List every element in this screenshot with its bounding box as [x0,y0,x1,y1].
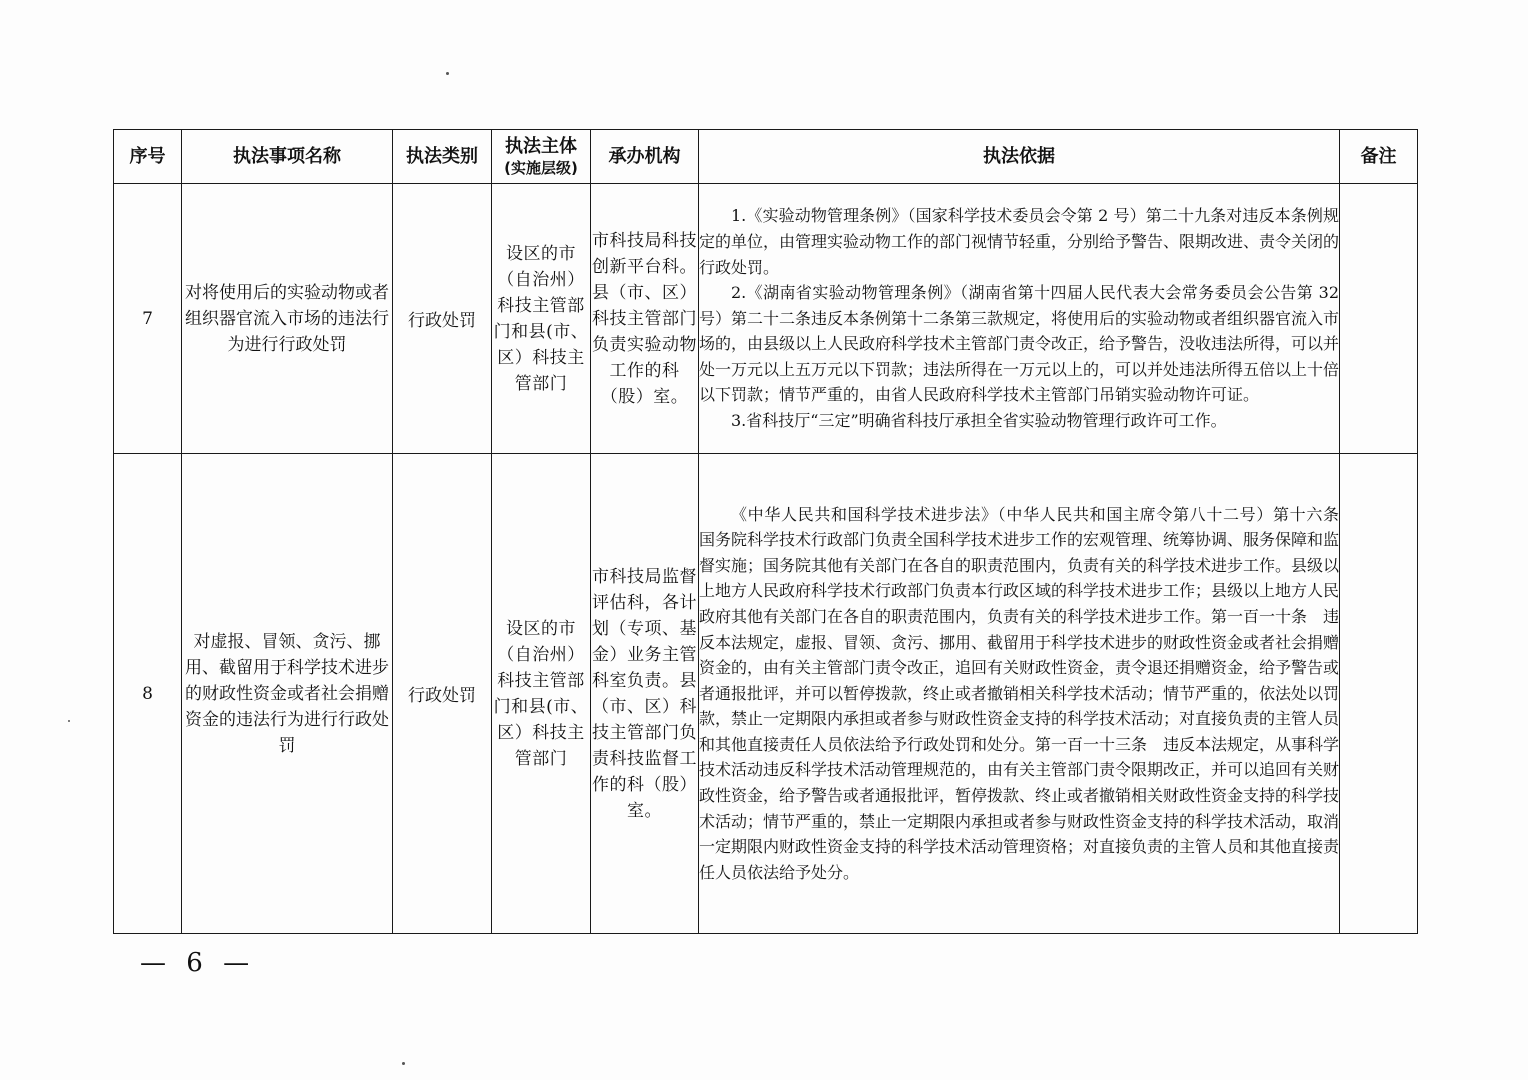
row-note [1340,454,1418,934]
header-subject-main: 执法主体 [505,135,577,157]
scan-speck [402,1062,405,1065]
scan-speck [446,72,449,75]
row-seq: 7 [114,184,182,454]
row-type: 行政处罚 [393,184,492,454]
row-item-name: 对将使用后的实验动物或者组织器官流入市场的违法行为进行行政处罚 [182,184,393,454]
basis-paragraph: 2.《湖南省实验动物管理条例》（湖南省第十四届人民代表大会常务委员会公告第 32 号）第二十二条违反本条例第十二条第三款规定，将使用后的实验动物或者组织器官流入市场的，由县级以上人民政府科学技术主管部门责令改正，给予警告，没收违法所得，可以并处一万元以上五万元以下罚款；违法所得在一万元以上的，可以并处违法所得五倍以上十倍以下罚款；情节严重的，由省人民政府科学技术主管部门吊销实验动物许可证。 [699,283,1340,405]
header-org: 承办机构 [591,130,699,184]
header-subject-sub: (实施层级) [504,158,578,177]
basis-paragraph: 1.《实验动物管理条例》（国家科学技术委员会令第 2 号）第二十九条对违反本条例规定的单位，由管理实验动物工作的部门视情节轻重，分别给予警告、限期改进、责令关闭的行政处罚。 [699,206,1340,277]
row-org: 市科技局科技创新平台科。县（市、区）科技主管部门负责实验动物工作的科（股）室。 [591,184,699,454]
header-row [114,130,1418,184]
row-type: 行政处罚 [393,454,492,934]
row-item-name: 对虚报、冒领、贪污、挪用、截留用于科学技术进步的财政性资金或者社会捐赠资金的违法行为进行行政处罚 [182,454,393,934]
header-note: 备注 [1340,130,1418,184]
row-seq: 8 [114,454,182,934]
table-row [114,184,1418,454]
row-basis [699,454,1356,934]
row-subject: 设区的市（自治州）科技主管部门和县(市、区）科技主管部门 [492,454,591,934]
basis-paragraph: 3.省科技厅“三定”明确省科技厅承担全省实验动物管理行政许可工作。 [731,411,1227,431]
scan-speck [68,720,70,722]
header-basis: 执法依据 [699,130,1340,184]
row-org: 市科技局监督评估科，各计划（专项、基金）业务主管科室负责。县（市、区）科技主管部门负责科技监督工作的科（股）室。 [591,454,699,934]
row-note [1340,184,1418,454]
row-subject: 设区的市（自治州）科技主管部门和县(市、区）科技主管部门 [492,184,591,454]
page-number: — 6 — [140,948,256,978]
enforcement-table [113,129,1418,934]
row-basis [699,184,1340,454]
header-type: 执法类别 [393,130,492,184]
header-name: 执法事项名称 [182,130,393,184]
header-seq: 序号 [114,130,182,184]
header-subject [492,130,591,184]
table-row [114,454,1418,934]
basis-paragraph: 《中华人民共和国科学技术进步法》（中华人民共和国主席令第八十二号）第十六条 国务院科学技术行政部门负责全国科学技术进步工作的宏观管理、统筹协调、服务保障和监督实施；国务院其他有关部门在各自的职责范围内，负责有关的科学技术进步工作。县级以上地方人民政府科学技术行政部门负责本行政区域的科学技术进步工作；县级以上地方人民政府其他有关部门在各自的职责范围内，负责有关的科学技术进步工作。第一百一十条 违反本法规定，虚报、冒领、贪污、挪用、截留用于科学技术进步的财政性资金或者社会捐赠资金的，由有关主管部门责令改正，追回有关财政性资金，责令退还捐赠资金，给予警告或者通报批评，并可以暂停拨款，终止或者撤销相关科学技术活动；情节严重的，依法处以罚款，禁止一定期限内承担或者参与财政性资金支持的科学技术活动；对直接负责的主管人员和其他直接责任人员依法给予行政处罚和处分。第一百一十三条 违反本法规定，从事科学技术活动违反科学技术活动管理规范的，由有关主管部门责令限期改正，并可以追回有关财政性资金，给予警告或者通报批评，暂停拨款、终止或者撤销相关财政性资金支持的科学技术活动；情节严重的，禁止一定期限内承担或者参与财政性资金支持的科学技术活动，取消一定期限内财政性资金支持的科学技术活动管理资格；对直接负责的主管人员和其他直接责任人员依法给予处分。 [699,504,1356,882]
